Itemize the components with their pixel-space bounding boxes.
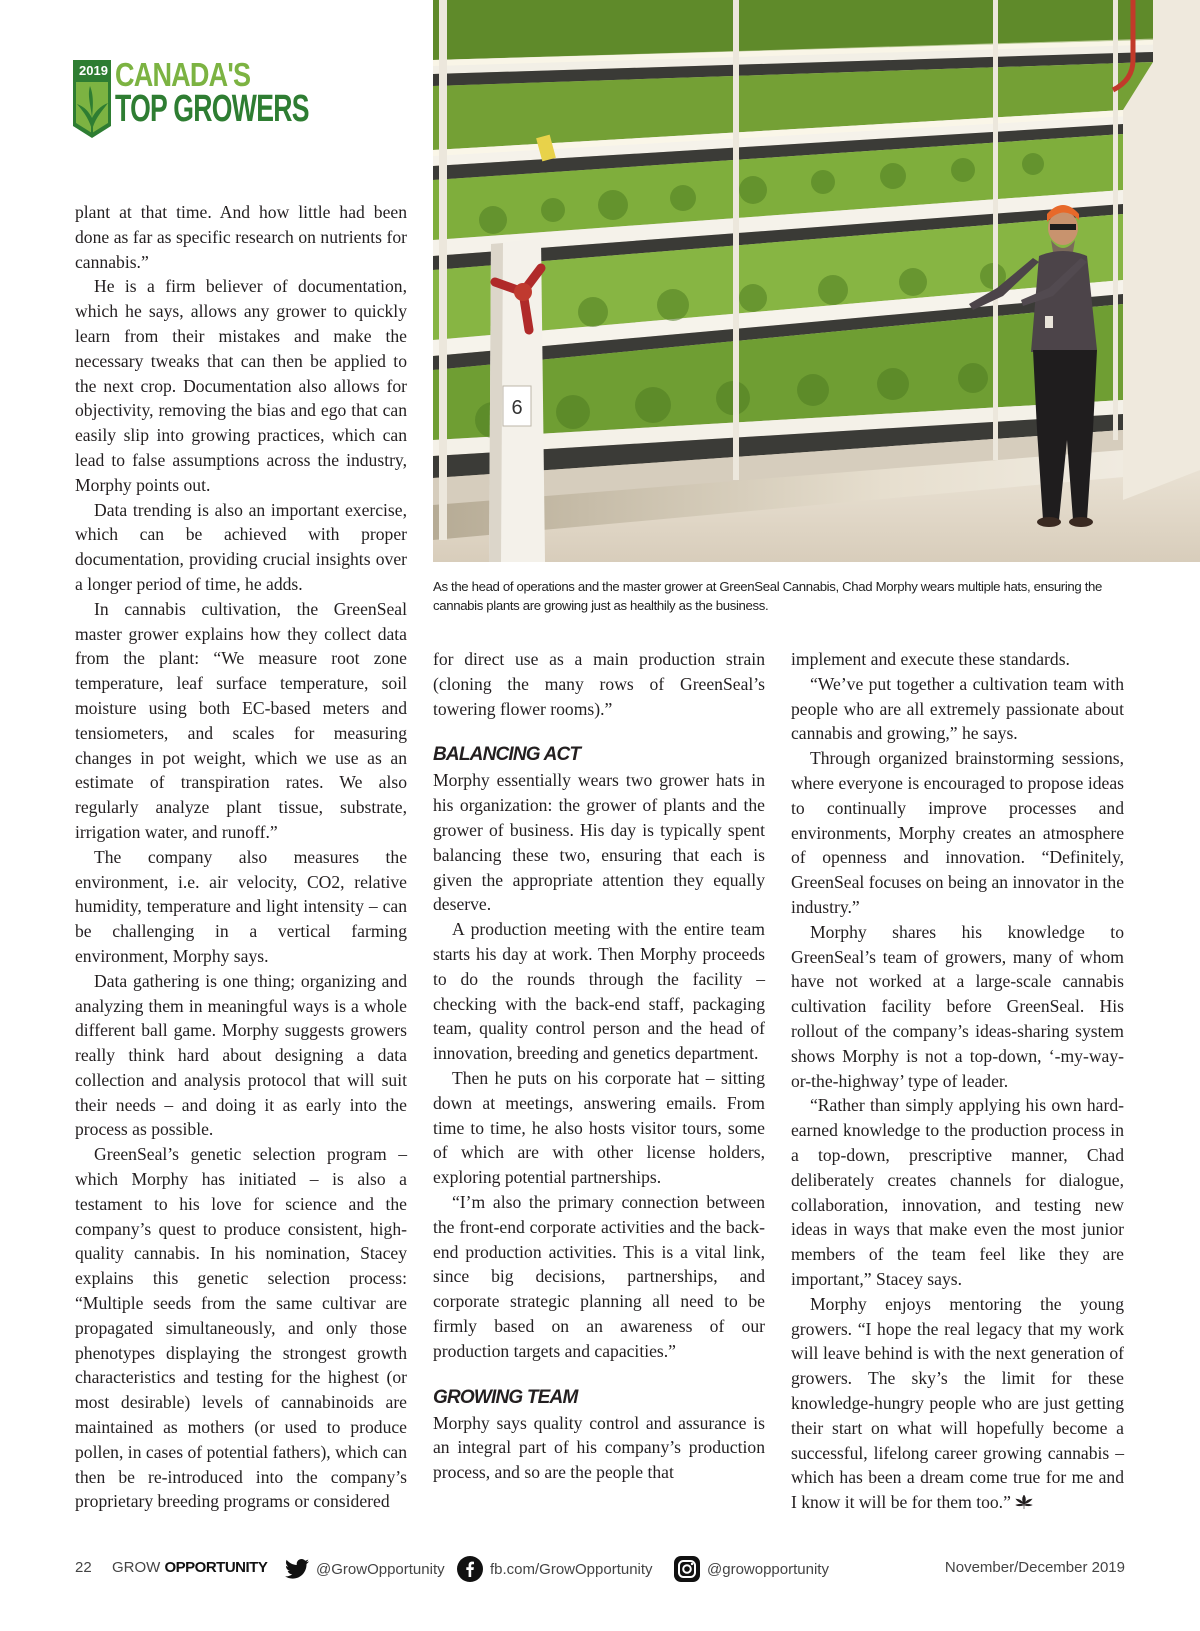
- paragraph: for direct use as a main production strain (cloning the many rows of GreenSeal’s towering flower rooms).”: [433, 649, 765, 719]
- cannabis-leaf-end-icon: [1015, 1495, 1033, 1509]
- magazine-name-light: GROW: [112, 1559, 161, 1576]
- grow-room-photo: [433, 0, 1200, 562]
- facebook-icon: [457, 1556, 483, 1582]
- paragraph: A production meeting with the entire team starts his day at work. Then Morphy proceeds to do the rounds through the facility – checking with the back-end staff, packaging team, quality control person and the head of innovation, breeding and genetics department.: [433, 919, 765, 1064]
- facebook-url: fb.com/GrowOpportunity: [490, 1560, 653, 1578]
- paragraph: Morphy shares his knowledge to GreenSeal’s team of growers, many of whom have not worked at a large-scale cannabis cultivation facility before GreenSeal. His rollout of the company’s ideas-sharing system shows Morphy is not a top-down, ‘-my-way-or-the-highway’ type of leader.: [791, 921, 1124, 1091]
- instagram-link[interactable]: [674, 1555, 829, 1583]
- section-heading-growing-team: GROWING TEAM: [433, 1386, 578, 1408]
- paragraph: “Rather than simply applying his own hard-earned knowledge to the production process in a top-down, prescriptive manner, Chad deliberately creates channels for dialogue, collaboration, innovation, and testing new ideas in ways that make even the most junior members of the team feel like they are important,” Stacey says.: [791, 1095, 1124, 1289]
- paragraph: Morphy essentially wears two grower hats in his organization: the grower of plants and the grower of business. His day is typically spent balancing these two, ensuring that each is given the appropriate attention they equally deserve.: [433, 770, 765, 915]
- article-column-1: [75, 200, 407, 1514]
- rack-column: [489, 238, 545, 562]
- rack-number: 6: [511, 397, 523, 419]
- paragraph: “We’ve put together a cultivation team with people who are all extremely passionate about cannabis and growing,” he says.: [791, 673, 1124, 744]
- logo-title-line2: TOP GROWERS: [115, 88, 309, 130]
- paragraph: Morphy says quality control and assurance is an integral part of his company’s production process, and so are the people that: [433, 1412, 765, 1483]
- twitter-handle: @GrowOpportunity: [316, 1560, 445, 1578]
- facebook-link[interactable]: [457, 1555, 653, 1583]
- magazine-name: [112, 1559, 267, 1576]
- paragraph: “I’m also the primary connection between the front-end corporate activities and the back-end production activities. This is a vital link, since big decisions, partnerships, and corporate strategic planning all need to be firmly based on an awareness of our production targets and capacities.”: [433, 1191, 765, 1361]
- paragraph: Data trending is also an important exercise, which can be achieved with proper documentation, providing crucial insights over a longer period of time, he adds.: [75, 499, 407, 594]
- issue-date: November/December 2019: [944, 1559, 1125, 1576]
- logo-year: 2019: [79, 63, 108, 78]
- instagram-handle: @growopportunity: [707, 1560, 829, 1578]
- paragraph: implement and execute these standards.: [791, 649, 1070, 669]
- paragraph: Then he puts on his corporate hat – sitting down at meetings, answering emails. From time to time, he also hosts visitor tours, some of which are with other license holders, exploring potential partnerships.: [433, 1067, 765, 1188]
- top-growers-logo: [73, 56, 313, 140]
- paragraph: The company also measures the environment, i.e. air velocity, CO2, relative humidity, temperature and light intensity – can be challenging in a vertical farming environment, Morphy says.: [75, 846, 407, 966]
- paragraph: GreenSeal’s genetic selection program – which Morphy has initiated – is also a testament to his love for science and the company’s quest to produce consistent, high-quality cannabis. In his nomination, Stacey explains this genetic selection process: “Multiple seeds from the same cultivar are propagated simultaneously, and only those phenotypes displaying the strongest growth characteristics and testing for the highest (or most desirable) levels of cannabinoids are maintained as mothers (or used to produce pollen, in cases of potential fathers), which can then be re-introduced into the company’s proprietary breeding programs or considered: [75, 1144, 407, 1512]
- photo-caption: As the head of operations and the master grower at GreenSeal Cannabis, Chad Morphy wears multiple hats, ensuring the cannabis plants are growing just as healthily as the business.: [433, 579, 1102, 613]
- article-column-2: [433, 647, 765, 1485]
- paragraph-final: [791, 1292, 1124, 1515]
- paragraph-text: Morphy enjoys mentoring the young growers. “I hope the real legacy that my work will leave behind is with the next generation of growers. The sky’s the limit for these knowledge-hungry people who are just getting their start on what will hopefully become a successful, lifelong career growing cannabis – which has been a dream come true for me and I know it will be for them too.”: [791, 1293, 1124, 1513]
- twitter-icon: [285, 1559, 309, 1579]
- paragraph: Through organized brainstorming sessions, where everyone is encouraged to propose ideas to continually improve processes and environments, Morphy creates an atmosphere of openness and innovation. “Definitely, GreenSeal focuses on being an innovator in the industry.”: [791, 748, 1124, 917]
- paragraph: Data gathering is one thing; organizing and analyzing them in meaningful ways is a whole different ball game. Morphy suggests growers really think hard about designing a data collection and analysis protocol that will suit their needs – and doing it as early into the process as possible.: [75, 970, 407, 1140]
- paragraph: In cannabis cultivation, the GreenSeal master grower explains how they collect data from the plant: “We measure root zone temperature, leaf surface temperature, soil moisture using both EC-based meters and tensiometers, and scales for measuring changes in pot weight, which we use as an estimate of transpiration rates. We also regularly analyze plant tissue, substrate, irrigation water, and runoff.”: [75, 598, 407, 842]
- article-column-3: [791, 647, 1124, 1515]
- paragraph: He is a firm believer of documentation, which he says, allows any grower to quickly learn from their mistakes and make the necessary tweaks that can then be applied to the next crop. Documentation also allows for objectivity, removing the bias and ego that can easily slip into growing practices, which can lead to false assumptions across the industry, Morphy points out.: [75, 276, 407, 495]
- page-number: 22: [75, 1559, 92, 1576]
- magazine-name-bold: OPPORTUNITY: [164, 1559, 268, 1576]
- logo-title-line1: CANADA'S: [115, 56, 251, 93]
- page-footer: [75, 1555, 1125, 1583]
- section-heading-balancing-act: BALANCING ACT: [433, 744, 581, 766]
- instagram-icon: [674, 1556, 700, 1582]
- twitter-link[interactable]: [285, 1555, 445, 1583]
- paragraph: plant at that time. And how little had been done as far as specific research on nutrients for cannabis.”: [75, 202, 407, 272]
